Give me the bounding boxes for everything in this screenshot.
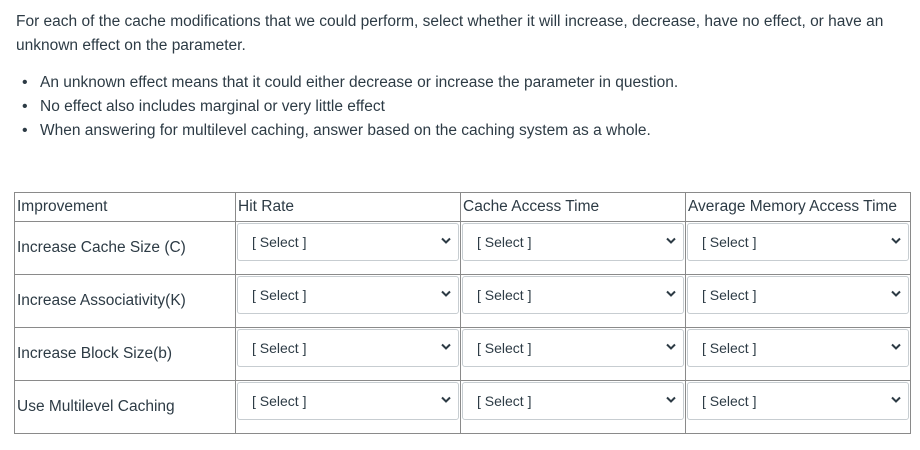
row-label: Use Multilevel Caching [15,381,236,434]
note-item: • When answering for multilevel caching, answer based on the caching system as a whole. [22,119,678,143]
cache-effects-table [14,192,911,434]
header-row [15,193,911,222]
average-memory-access-time-select[interactable] [687,382,909,420]
chevron-down-icon [891,396,901,404]
row-label: Increase Associativity(K) [15,275,236,328]
chevron-down-icon [666,237,676,245]
chevron-down-icon [666,396,676,404]
note-item: • An unknown effect means that it could either decrease or increase the parameter in question. [22,71,678,95]
hit-rate-select[interactable] [237,223,459,261]
header-improvement: Improvement [15,193,236,222]
cache-access-time-select[interactable] [462,276,684,314]
chevron-down-icon [441,343,451,351]
average-memory-access-time-cell [686,222,911,275]
cache-access-time-select[interactable] [462,329,684,367]
instructions-text: For each of the cache modifications that we could perform, select whether it will increase, decrease, have no effect, or have an unknown effect on the parameter. [16,13,884,54]
header-average-memory-access-time: Average Memory Access Time [686,193,911,222]
cache-access-time-cell [461,275,686,328]
cache-access-time-select[interactable] [462,382,684,420]
table-row [15,381,911,434]
chevron-down-icon [891,290,901,298]
hit-rate-select[interactable] [237,276,459,314]
hit-rate-cell [236,222,461,275]
select-value: [ Select ] [702,393,757,409]
select-value: [ Select ] [252,340,307,356]
table-row [15,275,911,328]
average-memory-access-time-cell [686,328,911,381]
cache-access-time-cell [461,222,686,275]
chevron-down-icon [441,237,451,245]
note-item: • No effect also includes marginal or very little effect [22,95,678,119]
average-memory-access-time-select[interactable] [687,329,909,367]
table-row [15,328,911,381]
chevron-down-icon [891,237,901,245]
select-value: [ Select ] [477,234,532,250]
average-memory-access-time-cell [686,275,911,328]
cache-access-time-select[interactable] [462,223,684,261]
select-value: [ Select ] [702,340,757,356]
chevron-down-icon [891,343,901,351]
table-row [15,222,911,275]
hit-rate-select[interactable] [237,329,459,367]
hit-rate-cell [236,275,461,328]
cache-access-time-cell [461,328,686,381]
chevron-down-icon [441,396,451,404]
header-cache-access-time: Cache Access Time [461,193,686,222]
chevron-down-icon [441,290,451,298]
select-value: [ Select ] [702,234,757,250]
select-value: [ Select ] [477,287,532,303]
hit-rate-cell [236,381,461,434]
header-hit-rate: Hit Rate [236,193,461,222]
cache-access-time-cell [461,381,686,434]
select-value: [ Select ] [252,287,307,303]
average-memory-access-time-cell [686,381,911,434]
row-label: Increase Cache Size (C) [15,222,236,275]
hit-rate-cell [236,328,461,381]
select-value: [ Select ] [252,234,307,250]
average-memory-access-time-select[interactable] [687,223,909,261]
select-value: [ Select ] [252,393,307,409]
select-value: [ Select ] [702,287,757,303]
chevron-down-icon [666,290,676,298]
average-memory-access-time-select[interactable] [687,276,909,314]
select-value: [ Select ] [477,393,532,409]
select-value: [ Select ] [477,340,532,356]
row-label: Increase Block Size(b) [15,328,236,381]
notes-list [22,71,678,143]
chevron-down-icon [666,343,676,351]
hit-rate-select[interactable] [237,382,459,420]
